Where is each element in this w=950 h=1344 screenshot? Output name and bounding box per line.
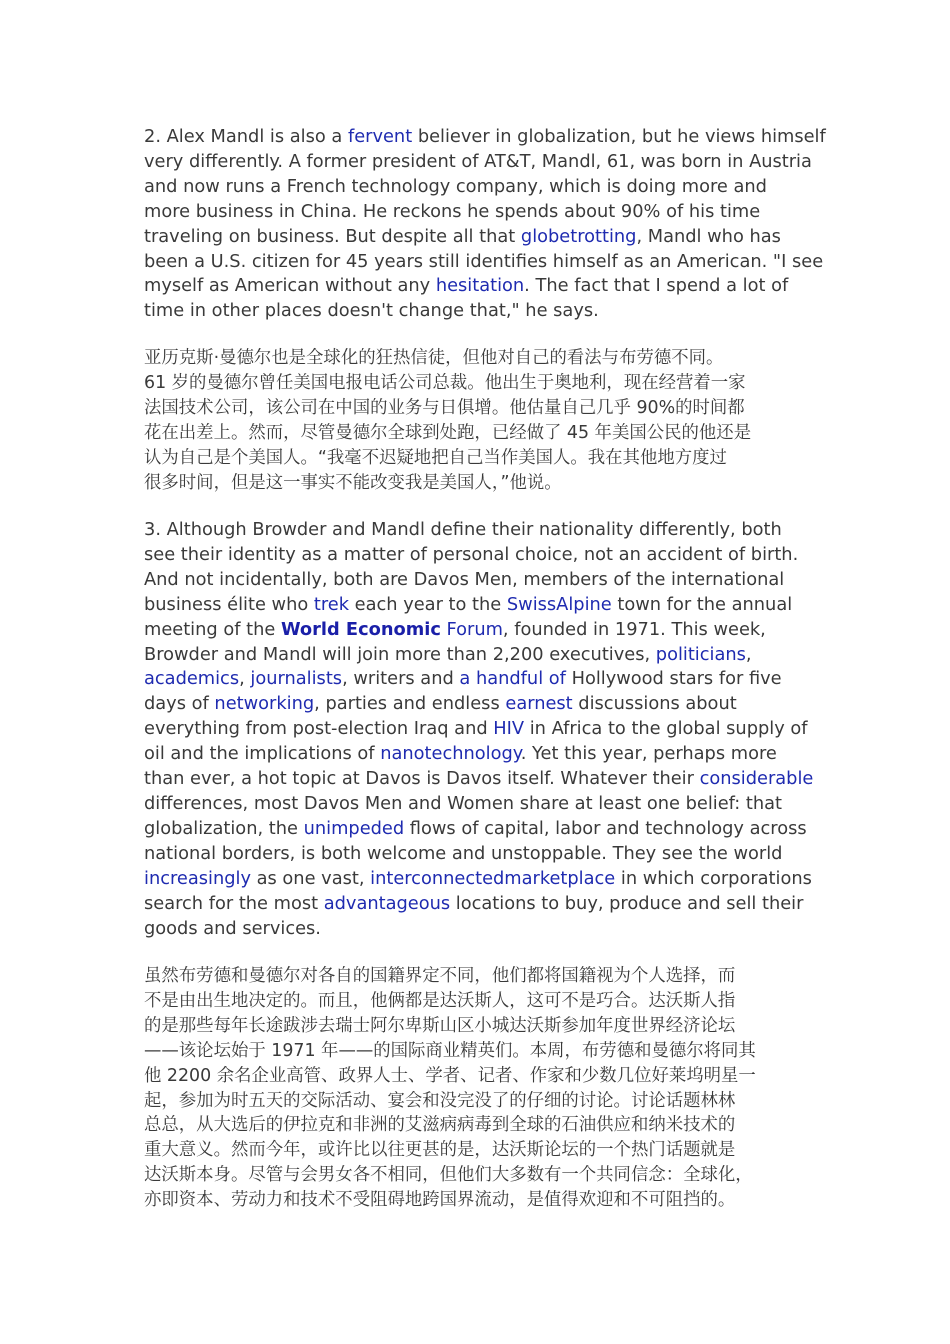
text-line (144, 867, 814, 892)
vocab-keyword-link[interactable]: Forum (446, 618, 503, 640)
vocab-keyword-link[interactable]: World Economic (280, 618, 441, 640)
text-run: , parties and endless (314, 693, 506, 715)
text-run: , founded in 1971. This week, (502, 618, 766, 640)
text-run: locations to buy, produce and sell their (450, 892, 804, 914)
text-line (144, 593, 814, 618)
text-run: national borders, is both welcome and unstoppable. They see the world (144, 842, 783, 864)
text-run: , (745, 643, 752, 665)
text-run: in Africa to the global supply of (524, 718, 808, 740)
text-run: 2. Alex Mandl is also a (144, 126, 348, 147)
text-run: meeting of the (144, 618, 281, 640)
text-line (144, 1163, 814, 1188)
text-run: globalization, the (144, 817, 304, 839)
text-run: search for the most (144, 892, 324, 914)
text-line (144, 1138, 814, 1163)
text-run: business élite who (144, 593, 314, 615)
text-line (144, 200, 814, 225)
text-run: 亚历克斯·曼德尔也是全球化的狂热信徒，但他对自己的看法与布劳德不同。 (144, 348, 724, 368)
text-line (144, 396, 814, 421)
text-line (144, 125, 826, 150)
text-run: 很多时间，但是这一事实不能改变我是美国人，”他说。 (144, 472, 562, 493)
text-run: , writers and (342, 668, 460, 690)
text-line (144, 717, 814, 742)
text-line (144, 742, 814, 767)
text-run: believer in globalization, but he views himself (412, 126, 826, 147)
text-run: goods and services. (144, 917, 321, 939)
text-run: discussions about (572, 693, 737, 715)
text-line (144, 892, 814, 917)
text-run: been a U.S. citizen for 45 years still identifies himself as an American. "I see (144, 250, 824, 272)
text-run: more business in China. He reckons he spends about 90% of his time (144, 200, 761, 222)
text-line (144, 618, 814, 643)
text-line (144, 792, 814, 817)
text-run: differences, most Davos Men and Women share at least one belief: that (144, 792, 783, 814)
vocab-keyword-link[interactable]: politicians (655, 643, 746, 665)
text-line (144, 842, 814, 867)
text-run: 的是那些每年长途跋涉去瑞士阿尔卑斯山区小城达沃斯参加年度世界经济论坛 (144, 1015, 736, 1036)
vocab-keyword-link[interactable]: journalists (250, 668, 343, 690)
vocab-keyword-link[interactable]: hesitation (435, 275, 525, 297)
text-run: 法国技术公司，该公司在中国的业务与日俱增。他估量自己几乎 90%的时间都 (144, 397, 745, 418)
text-run: traveling on business. But despite all that (144, 225, 521, 247)
text-run: town for the annual (611, 593, 793, 615)
text-line (144, 299, 814, 324)
vocab-keyword-link[interactable]: advantageous (323, 892, 451, 914)
vocab-keyword-link[interactable]: interconnectedmarketplace (370, 867, 616, 889)
text-line (144, 446, 814, 471)
text-run: as one vast, (250, 867, 371, 889)
text-run: . Yet this year, perhaps more (520, 743, 777, 765)
text-run: 不是由出生地决定的。而且，他俩都是达沃斯人，这可不是巧合。达沃斯人指 (144, 990, 736, 1011)
text-line (144, 1039, 814, 1064)
text-line (144, 175, 814, 200)
text-run: time in other places doesn't change that," he says. (144, 300, 599, 322)
text-run: myself as American without any (144, 275, 436, 297)
text-run: everything from post-election Iraq and (144, 718, 494, 740)
text-run: And not incidentally, both are Davos Men, members of the international (144, 568, 785, 590)
vocab-keyword-link[interactable]: nanotechnology (380, 743, 521, 765)
paragraph-3-english (144, 518, 814, 941)
text-run: 认为自己是个美国人。“我毫不迟疑地把自己当作美国人。我在其他地方度过 (144, 447, 727, 468)
text-line (144, 150, 814, 175)
text-run: Hollywood stars for five (565, 668, 782, 690)
text-run: in which corporations (615, 867, 812, 889)
text-run: 虽然布劳德和曼德尔对各自的国籍界定不同，他们都将国籍视为个人选择，而 (144, 966, 736, 986)
text-line (144, 274, 814, 299)
vocab-keyword-link[interactable]: academics (144, 668, 240, 690)
vocab-keyword-link[interactable]: globetrotting (520, 225, 637, 247)
paragraph-3-chinese (144, 964, 814, 1213)
vocab-keyword-link[interactable]: SwissAlpine (506, 593, 612, 615)
text-line (144, 1113, 814, 1138)
text-run: flows of capital, labor and technology across (404, 817, 807, 839)
text-line (144, 543, 814, 568)
text-line (144, 1014, 814, 1039)
text-run: 61 岁的曼德尔曾任美国电报电话公司总裁。他出生于奥地利，现在经营着一家 (144, 372, 746, 393)
text-run: very differently. A former president of AT&T, Mandl, 61, was born in Austria (144, 150, 812, 172)
paragraph-2-english (144, 125, 826, 324)
vocab-keyword-link[interactable]: considerable (699, 768, 814, 790)
text-line (144, 989, 814, 1014)
text-line (144, 643, 814, 668)
text-line (144, 667, 814, 692)
text-run: than ever, a hot topic at Davos is Davos itself. Whatever their (144, 768, 700, 790)
text-line (144, 568, 814, 593)
text-run: 总总，从大选后的伊拉克和非洲的艾滋病病毒到全球的石油供应和纳米技术的 (144, 1115, 736, 1136)
vocab-keyword-link[interactable]: unimpeded (303, 817, 405, 839)
text-run: 3. Although Browder and Mandl define their nationality differently, both (144, 519, 782, 540)
text-run: 花在出差上。然而，尽管曼德尔全球到处跑，已经做了 45 年美国公民的他还是 (144, 422, 752, 443)
text-run: Browder and Mandl will join more than 2,200 executives, (144, 643, 656, 665)
text-run: see their identity as a matter of personal choice, not an accident of birth. (144, 543, 799, 565)
text-line (144, 1089, 814, 1114)
vocab-keyword-link[interactable]: earnest (505, 693, 573, 715)
text-line (144, 692, 814, 717)
text-run: 他 2200 余名企业高管、政界人士、学者、记者、作家和少数几位好莱坞明星一 (144, 1065, 756, 1086)
text-line (144, 225, 814, 250)
text-run: 重大意义。然而今年，或许比以往更甚的是，达沃斯论坛的一个热门话题就是 (144, 1140, 736, 1161)
text-run: each year to the (349, 593, 507, 615)
vocab-keyword-link[interactable]: increasingly (144, 867, 251, 889)
vocab-keyword-link[interactable]: a handful of (459, 668, 566, 690)
text-line (144, 964, 814, 989)
text-line (144, 250, 824, 275)
text-run: . The fact that I spend a lot of (524, 275, 789, 297)
text-line (144, 518, 814, 543)
text-line (144, 767, 814, 792)
text-run: and now runs a French technology company, which is doing more and (144, 175, 767, 197)
text-line (144, 1064, 814, 1089)
text-run: oil and the implications of (144, 743, 381, 765)
text-line (144, 371, 814, 396)
text-run: 亦即资本、劳动力和技术不受阻碍地跨国界流动，是值得欢迎和不可阻挡的。 (144, 1190, 736, 1211)
vocab-keyword-link[interactable]: HIV (493, 718, 525, 740)
text-run: 达沃斯本身。尽管与会男女各不相同，但他们大多数有一个共同信念：全球化， (144, 1165, 753, 1186)
text-run: , Mandl who has (636, 225, 781, 247)
text-run: ——该论坛始于 1971 年——的国际商业精英们。本周，布劳德和曼德尔将同其 (144, 1040, 756, 1061)
text-line (144, 421, 814, 446)
text-line (144, 1188, 814, 1213)
text-line (144, 346, 814, 371)
vocab-keyword-link[interactable]: trek (313, 593, 350, 615)
vocab-keyword-link[interactable]: fervent (347, 126, 413, 147)
text-run: days of (144, 693, 215, 715)
text-line (144, 471, 814, 496)
vocab-keyword-link[interactable]: networking (214, 693, 315, 715)
text-run: 起，参加为时五天的交际活动、宴会和没完没了的仔细的讨论。讨论话题林林 (144, 1090, 736, 1111)
text-run: , (239, 668, 251, 690)
paragraph-2-chinese (144, 346, 814, 495)
text-line (144, 817, 814, 842)
text-line (144, 917, 814, 942)
